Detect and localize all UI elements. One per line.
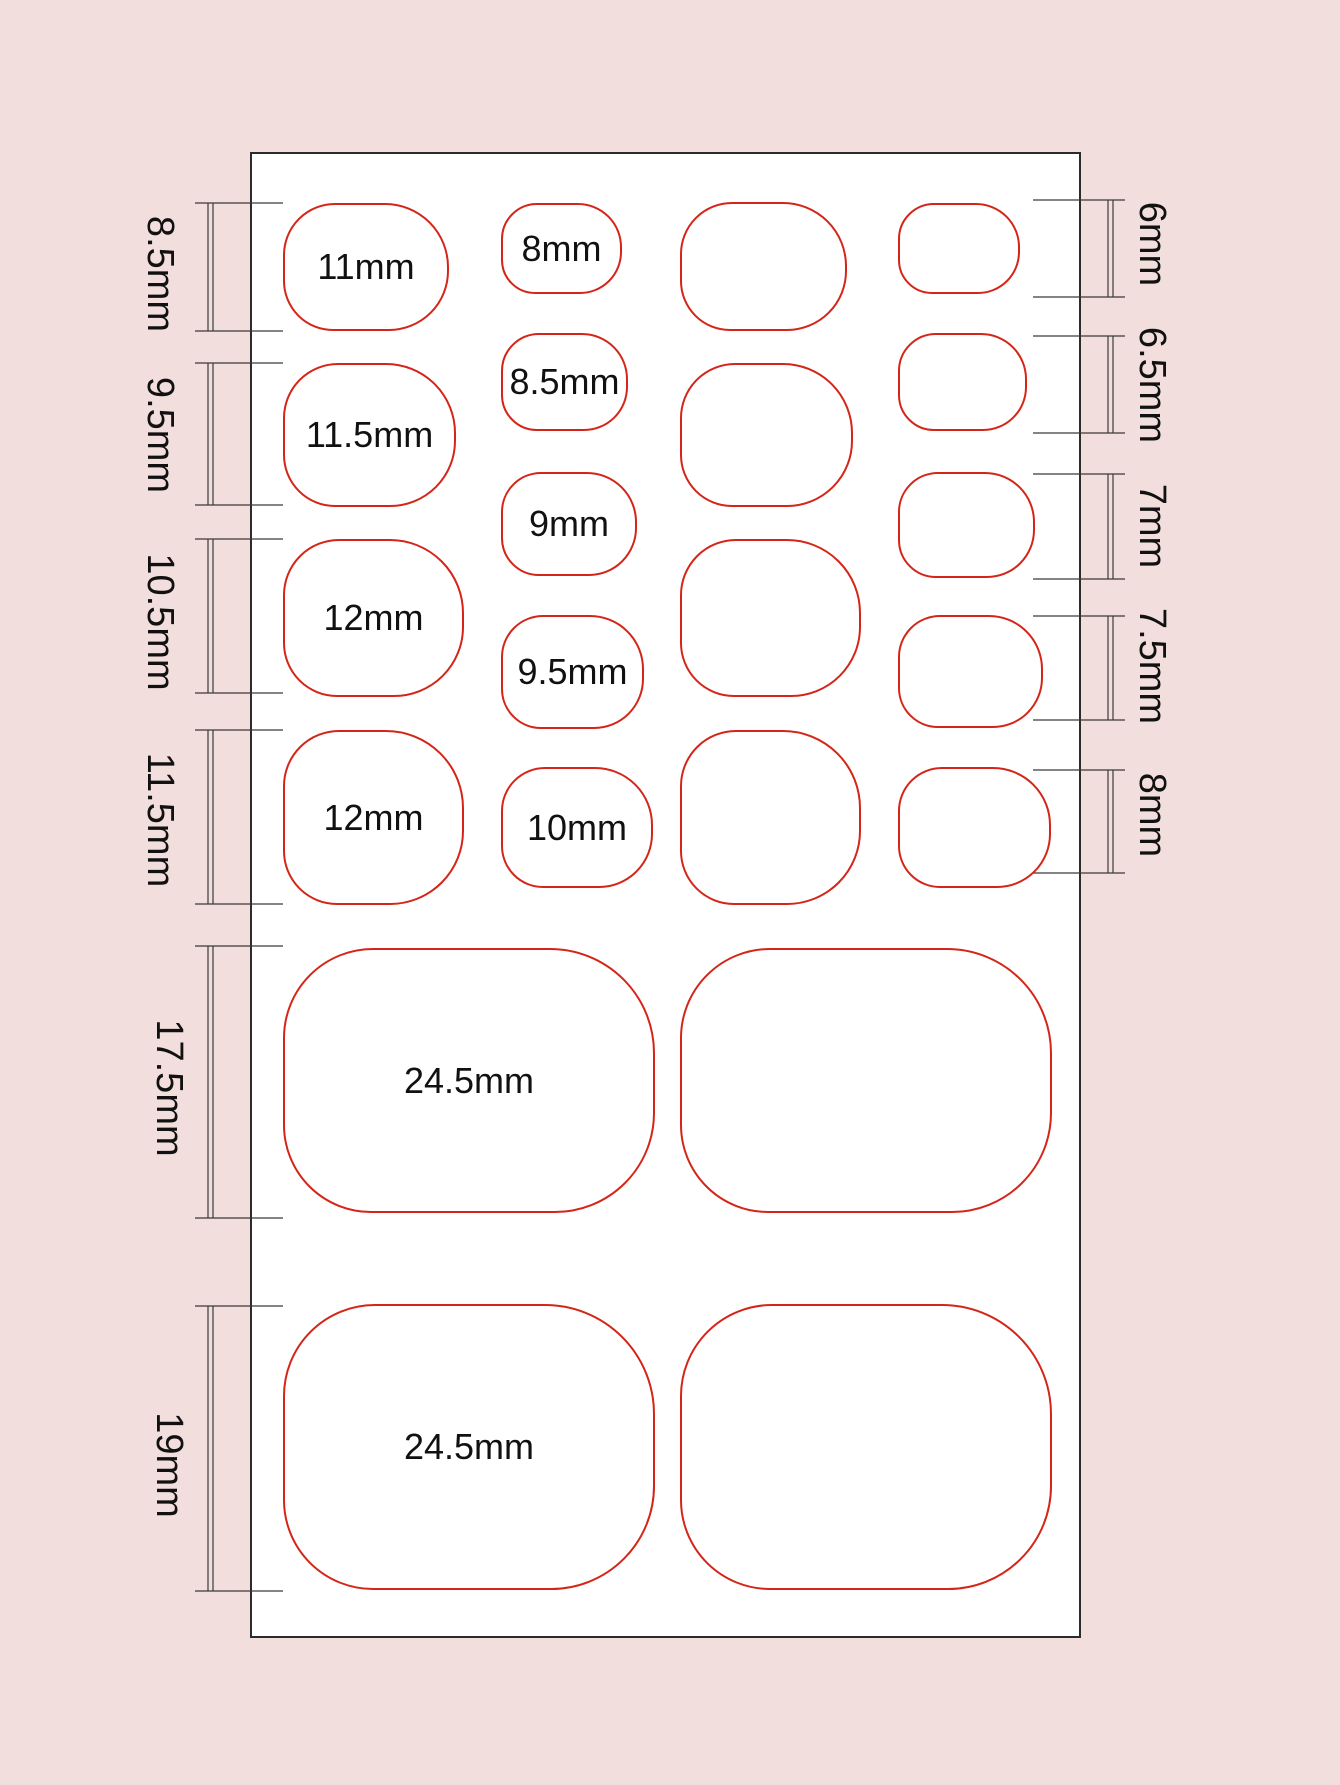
nail-sticker: [898, 203, 1020, 294]
height-dimension-label: 7.5mm: [1131, 607, 1173, 725]
height-dimension-label: 7mm: [1131, 483, 1173, 569]
nail-sticker: [898, 767, 1051, 888]
nail-sticker: [501, 333, 628, 431]
nail-width-label: 10mm: [526, 806, 628, 848]
nail-sticker: [501, 472, 637, 576]
nail-width-label: 12mm: [323, 597, 424, 638]
nail-sticker: [501, 615, 644, 729]
nail-width-label: 24.5mm: [403, 1059, 535, 1101]
nail-sticker: [283, 363, 456, 507]
nail-sticker: [680, 1304, 1052, 1590]
nail-width-label: 11.5mm: [305, 414, 434, 455]
nail-width-label: 8mm: [521, 227, 602, 269]
height-dimension-label: 17.5mm: [148, 1019, 190, 1157]
nail-sticker: [501, 767, 653, 888]
nail-sticker: [680, 202, 847, 331]
nail-sticker: [680, 539, 861, 697]
height-dimension-label: 9.5mm: [139, 376, 181, 494]
height-dimension-label: 10.5mm: [139, 553, 181, 691]
nail-sticker: [283, 730, 464, 905]
nail-sticker: [680, 730, 861, 905]
nail-sticker: [283, 203, 449, 331]
height-dimension-label: 8.5mm: [139, 215, 181, 333]
nail-sticker: [898, 615, 1043, 728]
height-dimension-label: 8mm: [1131, 772, 1173, 858]
nail-width-label: 8.5mm: [509, 361, 620, 402]
nail-width-label: 9.5mm: [517, 651, 628, 692]
nail-width-label: 12mm: [323, 796, 424, 838]
height-dimension-label: 19mm: [148, 1412, 190, 1518]
nail-width-label: 11mm: [317, 246, 415, 287]
nail-sticker: [501, 203, 622, 294]
nail-sticker: [283, 948, 655, 1213]
nail-sticker: [283, 1304, 655, 1590]
nail-sticker: [283, 539, 464, 697]
nail-width-label: 9mm: [529, 503, 609, 544]
height-dimension-label: 6.5mm: [1131, 326, 1173, 444]
nail-width-label: 24.5mm: [403, 1426, 535, 1467]
height-dimension-label: 6mm: [1131, 201, 1173, 287]
nail-sticker: [898, 333, 1027, 431]
nail-sticker: [898, 472, 1035, 578]
nail-sticker: [680, 363, 853, 507]
nail-sticker: [680, 948, 1052, 1213]
height-dimension-label: 11.5mm: [139, 752, 181, 888]
